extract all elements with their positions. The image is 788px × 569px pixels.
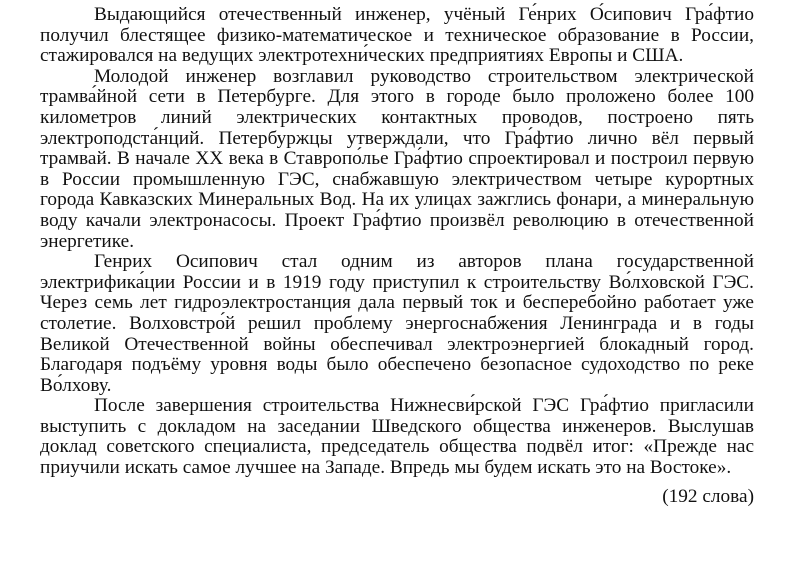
paragraph-1: Выдающийся отечественный инженер, учёный Ге́нрих О́сипович Гра́фтио получил блестящее физико-математическое и техническое образование в России, стажировался на ведущих электротехни́ческих предприятиях Европы и США. <box>40 4 754 67</box>
paragraph-4: После завершения строительства Нижнесви́рской ГЭС Гра́фтио пригласили выступить с докладом на заседании Шведского общества инженеров. Выслушав доклад советского специалиста, председатель общества подвёл итог: «Прежде нас приучили искать самое лучшее на Западе. Впредь мы будем искать это на Востоке». <box>40 395 754 479</box>
paragraph-3: Генрих Осипович стал одним из авторов плана государственной электрифика́ции России и в 1919 году приступил к строительству Во́лховской ГЭС. Через семь лет гидроэлектростанция дала первый ток и бесперебойно работает уже столетие. Волховстро́й решил проблему энергоснабжения Ленинграда и в годы Великой Отечественной войны обеспечивал электроэнергией блокадный город. Благодаря подъёму уровня воды было обеспечено безопасное судоходство по реке Во́лхову. <box>40 251 754 396</box>
document-page <box>40 5 754 507</box>
word-count-label: (192 слова) <box>662 485 754 507</box>
paragraph-2: Молодой инженер возглавил руководство строительством электрической трамва́йной сети в Петербурге. Для этого в городе было проложено более 100 километров линий электрических контактных проводов, построено пять электроподста́нций. Петербуржцы утверждали, что Гра́фтио лично вёл первый трамвай. В начале XX века в Ставропо́лье Гра́фтио спроектировал и построил первую в России промышленную ГЭС, снабжавшую электричеством четыре курортных города Кавказских Минеральных Вод. На их улицах зажглись фонари, а минеральную воду качали электронасосы. Проект Гра́фтио произвёл революцию в отечественной энергетике. <box>40 65 754 252</box>
